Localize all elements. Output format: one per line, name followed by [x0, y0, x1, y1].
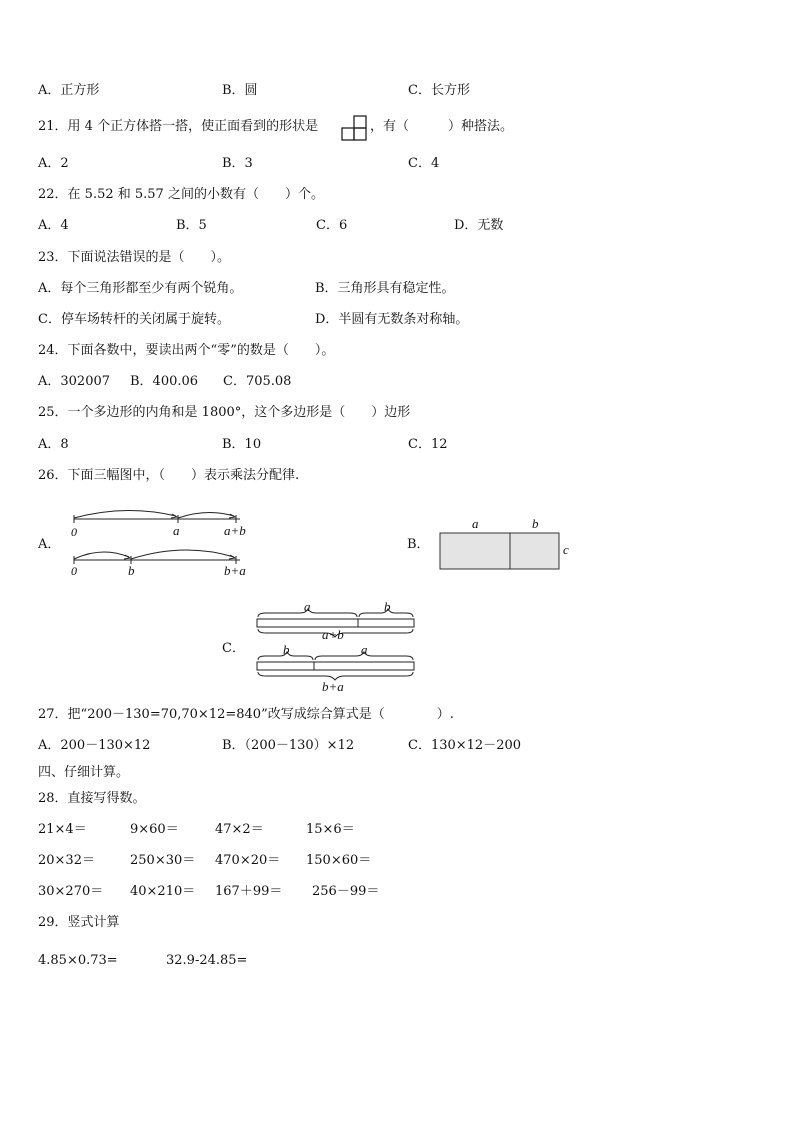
q25-stem: 25．一个多边形的内角和是 1800°，这个多边形是（ ）边形	[38, 405, 411, 420]
fig-a-label-apb: a+b	[224, 523, 246, 538]
fig-a-label-bpa: b+a	[224, 563, 246, 578]
fig-a-line-1	[74, 510, 240, 523]
q23-option-c: C．停车场转杆的关闭属于旋转。	[38, 312, 230, 327]
q22-option-a: A．4	[38, 218, 69, 233]
fig-b-label-b: b	[532, 516, 539, 531]
q21-stem-b: ，有（ ）种搭法。	[370, 119, 514, 134]
q21-option-b: B．3	[222, 156, 253, 171]
fig-c-bar-2	[257, 652, 414, 680]
q26-label-a: A．	[38, 537, 61, 552]
q28-item: 150×60＝	[306, 853, 372, 868]
fig-b-rect	[440, 533, 559, 569]
q28-item: 47×2＝	[215, 822, 264, 837]
q29-stem: 29．竖式计算	[38, 915, 120, 930]
q28-item: 256－99＝	[312, 884, 380, 899]
q28-item: 40×210＝	[130, 884, 196, 899]
fig-a-line-2	[74, 550, 240, 564]
fig-b-label-c: c	[563, 542, 569, 557]
fig-c-label-a: a	[361, 642, 368, 657]
q21-option-c: C．4	[408, 156, 440, 171]
q27-option-c: C．130×12－200	[408, 738, 522, 753]
q28-item: 15×6＝	[306, 822, 355, 837]
q22-option-b: B．5	[176, 218, 207, 233]
q20-option-a: A．正方形	[38, 83, 100, 98]
q28-item: 21×4＝	[38, 822, 87, 837]
fig-a-label-b: b	[128, 563, 135, 578]
q20-option-c: C．长方形	[408, 83, 470, 98]
q28-item: 470×20＝	[215, 853, 281, 868]
q28-item: 30×270＝	[38, 884, 104, 899]
q29-item-1: 4.85×0.73=	[38, 953, 118, 968]
q23-option-a: A．每个三角形都至少有两个锐角。	[38, 281, 243, 296]
q24-option-a: A．302007	[38, 374, 111, 389]
q26-label-c: C．	[222, 641, 245, 656]
q26-stem: 26．下面三幅图中，（ ）表示乘法分配律.	[38, 468, 300, 483]
q29-item-2: 32.9-24.85=	[166, 953, 248, 968]
fig-c-label-a-top: a	[304, 599, 311, 614]
fig-c-label-b-top: b	[384, 599, 391, 614]
section-4-heading: 四、仔细计算。	[38, 765, 130, 780]
q24-option-c: C．705.08	[223, 374, 292, 389]
q27-option-b: B．（200－130）×12	[222, 738, 355, 753]
q28-stem: 28．直接写得数。	[38, 791, 146, 806]
q26-label-b: B．	[407, 537, 430, 552]
fig-a-label-a: a	[173, 523, 180, 538]
fig-a-zero-1: 0	[71, 525, 77, 539]
q23-option-d: D．半圆有无数条对称轴。	[315, 312, 469, 327]
q21-option-a: A．2	[38, 156, 69, 171]
fig-c-label-apb: a+b	[322, 627, 344, 642]
q28-item: 167＋99＝	[215, 884, 283, 899]
q27-option-a: A．200－130×12	[38, 738, 151, 753]
q20-option-b: B．圆	[222, 83, 258, 98]
q23-option-b: B．三角形具有稳定性。	[315, 281, 455, 296]
fig-c-label-b: b	[283, 642, 290, 657]
q25-option-a: A．8	[38, 437, 69, 452]
q22-option-c: C．6	[316, 218, 348, 233]
q27-stem: 27．把“200－130=70,70×12=840”改写成综合算式是（ ）.	[38, 707, 454, 722]
q21-stem-a: 21．用 4 个正方体搭一搭，使正面看到的形状是	[38, 119, 319, 134]
fig-a-zero-2: 0	[71, 564, 77, 578]
fig-c-label-bpa: b+a	[322, 679, 344, 694]
fig-b-label-a: a	[472, 516, 479, 531]
q22-stem: 22．在 5.52 和 5.57 之间的小数有（ ）个。	[38, 187, 324, 202]
q23-stem: 23．下面说法错误的是（ ）。	[38, 250, 231, 265]
q24-option-b: B．400.06	[130, 374, 199, 389]
q24-stem: 24．下面各数中，要读出两个“零”的数是（ ）。	[38, 343, 335, 358]
q25-option-c: C．12	[408, 437, 448, 452]
q28-item: 20×32＝	[38, 853, 95, 868]
q25-option-b: B．10	[222, 437, 262, 452]
q22-option-d: D．无数	[454, 218, 504, 233]
q28-item: 250×30＝	[130, 853, 196, 868]
q28-item: 9×60＝	[130, 822, 179, 837]
